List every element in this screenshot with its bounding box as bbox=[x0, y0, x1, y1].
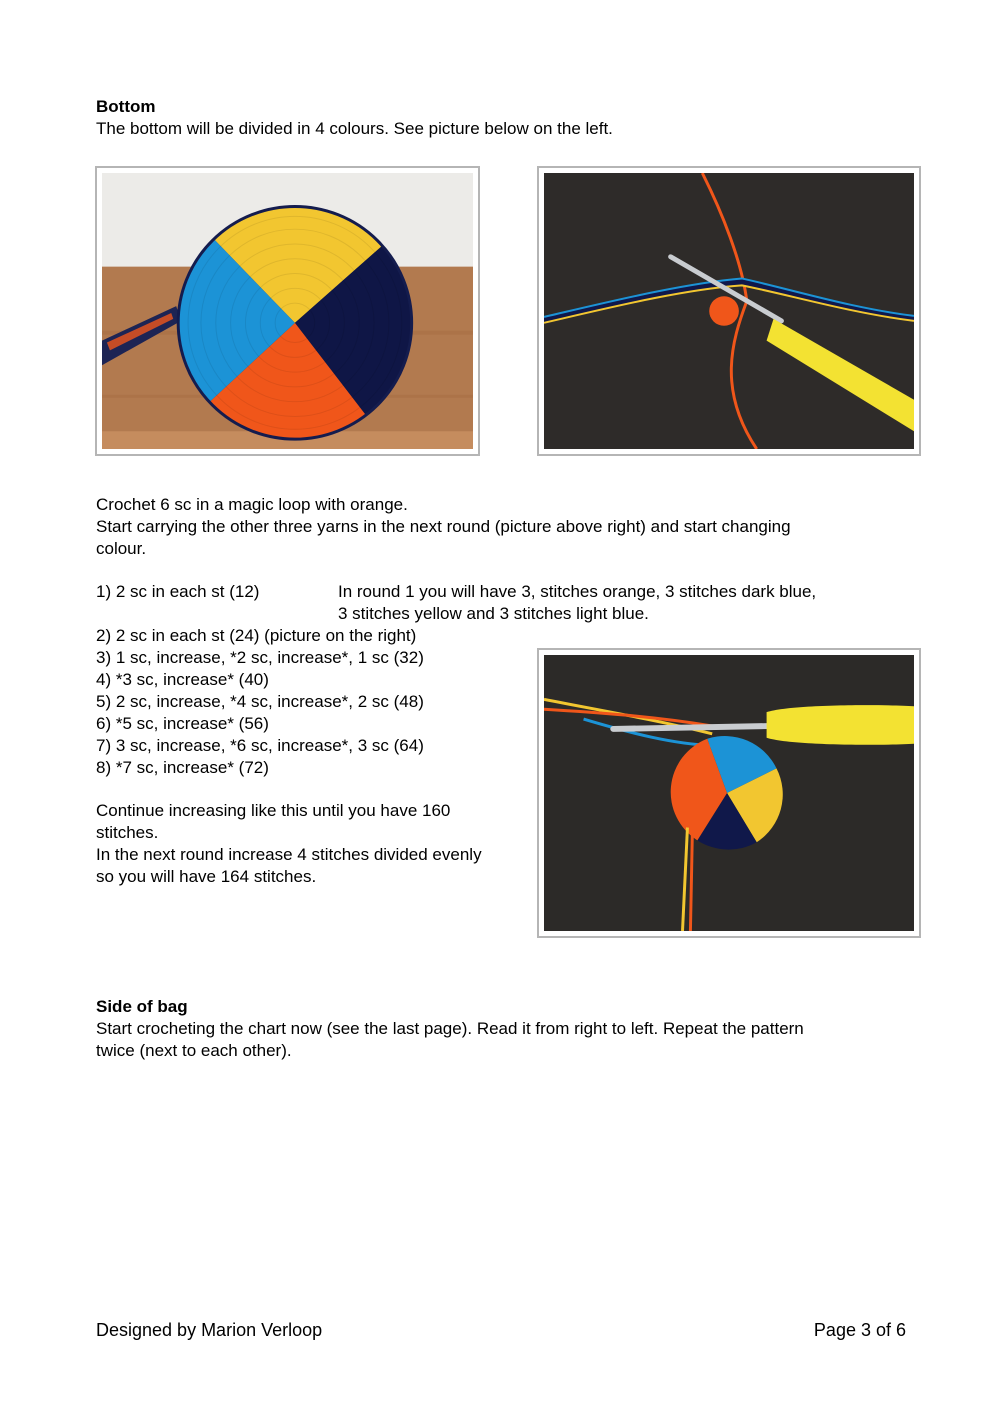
next-round-increase: In the next round increase 4 stitches divided evenly bbox=[96, 845, 482, 864]
round-6: 6) *5 sc, increase* (56) bbox=[96, 714, 269, 733]
footer-designer: Designed by Marion Verloop bbox=[96, 1320, 323, 1340]
instruction-magic-loop: Crochet 6 sc in a magic loop with orange. bbox=[96, 495, 408, 514]
round-two-image bbox=[544, 655, 914, 931]
bottom-intro-text: The bottom will be divided in 4 colours. See picture below on the left. bbox=[96, 119, 613, 138]
continue-increasing: Continue increasing like this until you have 160 bbox=[96, 801, 451, 820]
side-instruction: Start crocheting the chart now (see the last page). Read it from right to left. Repeat the pattern bbox=[96, 1019, 804, 1038]
round-1-note: In round 1 you will have 3, stitches orange, 3 stitches dark blue, bbox=[338, 582, 817, 601]
photo-magic-loop bbox=[537, 166, 921, 456]
footer-page-number: Page 3 of 6 bbox=[813, 1320, 906, 1340]
round-1: 1) 2 sc in each st (12) bbox=[96, 582, 260, 601]
photo-round-two bbox=[537, 648, 921, 938]
instruction-carry-yarns: Start carrying the other three yarns in the next round (picture above right) and start changing bbox=[96, 517, 791, 536]
section-heading-side: Side of bag bbox=[96, 997, 188, 1016]
magic-loop-image bbox=[544, 173, 914, 449]
side-instruction-cont: twice (next to each other). bbox=[96, 1041, 292, 1060]
round-4: 4) *3 sc, increase* (40) bbox=[96, 670, 269, 689]
round-2: 2) 2 sc in each st (24) (picture on the right) bbox=[96, 626, 417, 645]
photo-bag-bottom bbox=[95, 166, 480, 456]
next-round-increase-cont: so you will have 164 stitches. bbox=[96, 867, 317, 886]
continue-increasing-cont: stitches. bbox=[96, 823, 159, 842]
instruction-carry-yarns-cont: colour. bbox=[96, 539, 147, 558]
round-3: 3) 1 sc, increase, *2 sc, increase*, 1 sc (32) bbox=[96, 648, 424, 667]
round-8: 8) *7 sc, increase* (72) bbox=[96, 758, 269, 777]
bag-bottom-image bbox=[102, 173, 473, 449]
round-5: 5) 2 sc, increase, *4 sc, increase*, 2 sc (48) bbox=[96, 692, 424, 711]
section-heading-bottom: Bottom bbox=[96, 97, 156, 116]
round-1-note-cont: 3 stitches yellow and 3 stitches light blue. bbox=[338, 604, 649, 623]
round-7: 7) 3 sc, increase, *6 sc, increase*, 3 sc (64) bbox=[96, 736, 424, 755]
